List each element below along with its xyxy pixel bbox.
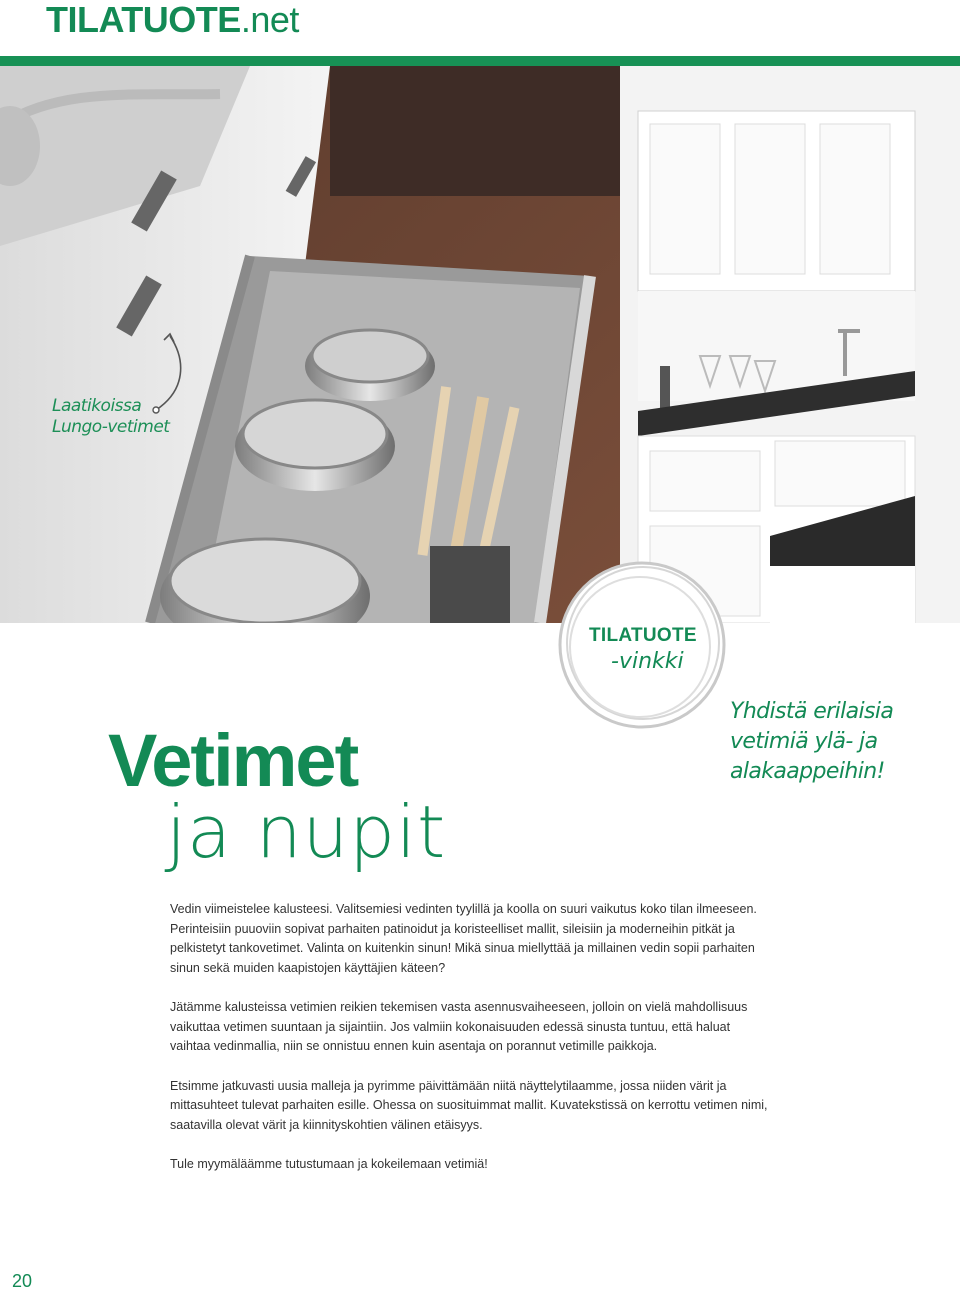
caption-line-1: Laatikoissa	[52, 396, 142, 416]
header-divider	[0, 56, 960, 66]
tip-line-1: Yhdistä erilaisia	[730, 699, 894, 724]
caption-line-2: Lungo-vetimet	[52, 417, 170, 437]
page-title: Vetimet	[108, 719, 358, 802]
tip-line-3: alakaappeihin!	[730, 759, 885, 784]
paragraph: Tule myymäläämme tutustumaan ja kokeilemaan vetimiä!	[170, 1157, 488, 1171]
drawer-photo	[0, 66, 620, 623]
vinkki-tip	[730, 697, 940, 787]
logo-brand: TILATUOTE	[46, 0, 241, 40]
paragraph: Etsimme jatkuvasti uusia malleja ja pyrimme päivittämään niitä näyttelytilaamme, jossa niiden värit ja mittasuhteet tulevat parhaiten esille. Ohessa on suosituimmat mallit. Kuvatekstissä on kerrottu vetimen nimi, saatavilla olevat värit ja kiinnityskohtien välinen etäisyys.	[170, 1078, 768, 1132]
paragraph: Jätämme kalusteissa vetimien reikien tekemisen vasta asennusvaiheeseen, jolloin on vielä mahdollisuus vaikuttaa vetimen suuntaan ja sijaintiin. Jos valmiin kokonaisuuden edessä sinusta tuntuu, että haluat vaihtaa vedinmallia, niin se onnistuu ennen kuin asentaja on porannut vetimille paikkoja.	[170, 1000, 748, 1053]
page-number: 20	[12, 1271, 33, 1291]
paragraph: Vedin viimeistelee kalusteesi. Valitsemiesi vedinten tyylillä ja koolla on suuri vaikutus koko tilan ilmeeseen. Perinteisiin puuoviin sopivat parhaiten patinoidut ja koristeelliset mallit, sileisiin ja moderneihin pitkät ja pelkistetyt tankovetimet. Valinta on kuitenkin sinun! Mikä sinua miellyttää ja millainen vedin sopii parhaiten sinun sekä muiden kaapistojen käyttäjien käteen?	[170, 902, 757, 975]
tip-line-2: vetimiä ylä- ja	[730, 729, 878, 754]
site-logo	[46, 2, 299, 38]
page-subtitle: ja nupit	[166, 790, 447, 874]
vinkki-label: -vinkki	[611, 649, 684, 674]
vinkki-brand: TILATUOTE	[589, 625, 697, 646]
kitchen-photo	[620, 66, 960, 623]
photo-caption	[52, 396, 169, 438]
logo-domain: .net	[240, 0, 299, 40]
article-body	[170, 900, 770, 1195]
